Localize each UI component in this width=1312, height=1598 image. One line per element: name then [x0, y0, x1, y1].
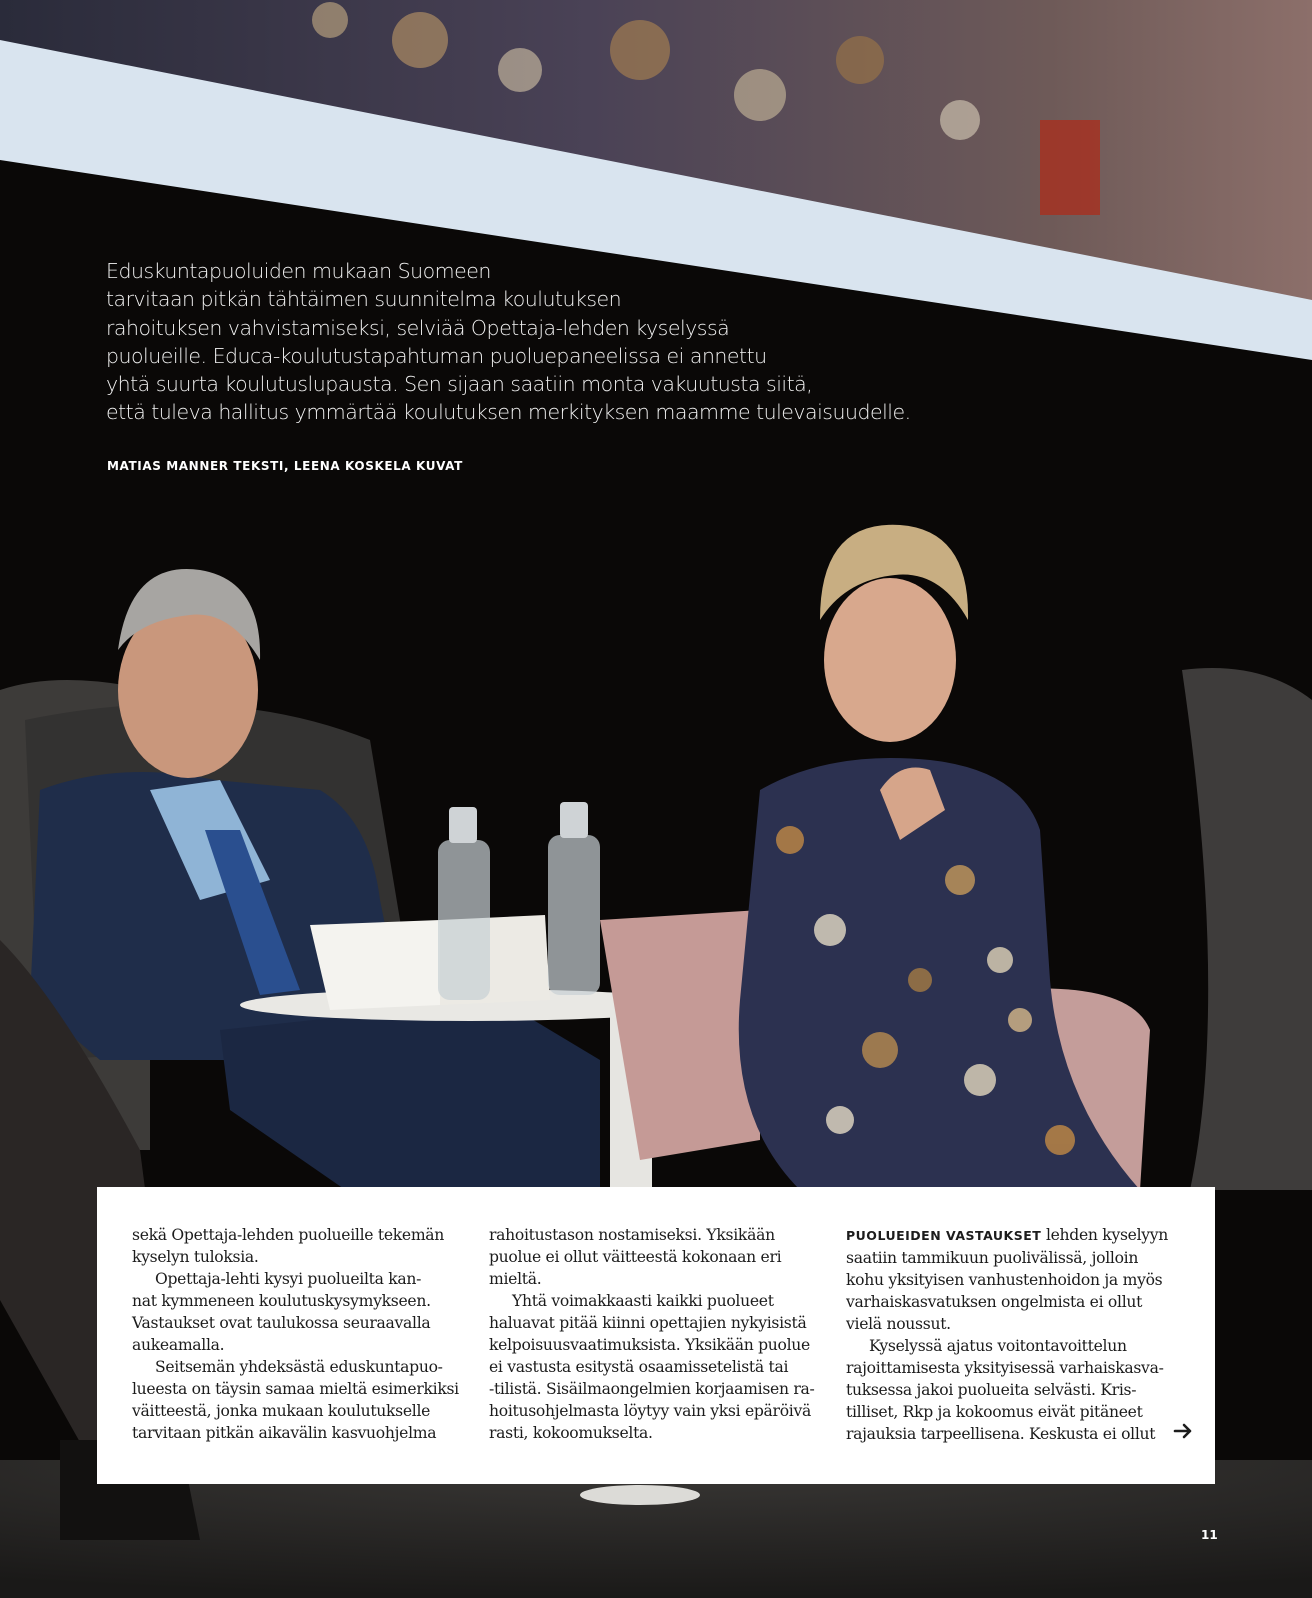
text-column-1 [132, 1224, 472, 1444]
text-line: Opettaja-lehti kysyi puolueilta kan- [155, 1270, 422, 1288]
text-line: Yhtä voimakkaasti kaikki puolueet [512, 1292, 774, 1310]
text-line: hoitusohjelmasta löytyy vain yksi epäröivä [489, 1402, 811, 1420]
lead-line: tarvitaan pitkän tähtäimen suunnitelma koulutuksen [106, 287, 622, 312]
woman-head [824, 578, 956, 742]
name-card [310, 920, 440, 1010]
body-text-box [97, 1187, 1215, 1484]
text-line [846, 1224, 1186, 1247]
text-line: kyselyn tuloksia. [132, 1248, 259, 1266]
text-line: haluavat pitää kiinni opettajien nykyisistä [489, 1314, 807, 1332]
text-line: nat kymmeneen koulutuskysymykseen. [132, 1292, 431, 1310]
text-line: lueesta on täysin samaa mieltä esimerkiksi [132, 1380, 459, 1398]
lead-line: puolueille. Educa-koulutustapahtuman puoluepaneelissa ei annettu [106, 343, 767, 368]
water-bottle [438, 840, 490, 1000]
lead-line: rahoituksen vahvistamiseksi, selviää Opettaja-lehden kyselyssä [106, 315, 730, 340]
text-column-3 [846, 1224, 1186, 1445]
section-kicker: PUOLUEIDEN VASTAUKSET [846, 1228, 1042, 1243]
text-line: rajoittamisesta yksityisessä varhaiskasva- [846, 1359, 1164, 1377]
text-line: varhaiskasvatuksen ongelmista ei ollut [846, 1293, 1143, 1311]
text-line: väitteestä, jonka mukaan koulutukselle [132, 1402, 431, 1420]
woman-dress [739, 758, 1140, 1190]
text-line: Kyselyssä ajatus voitontavoittelun [869, 1337, 1127, 1355]
text-line: rajauksia tarpeellisena. Keskusta ei ollut [846, 1425, 1156, 1443]
arrow-right-icon[interactable] [1172, 1420, 1194, 1442]
text-line: tuksessa jakoi puolueita selvästi. Kris- [846, 1381, 1137, 1399]
page-number: 11 [1201, 1528, 1218, 1542]
text-line: rasti, kokoomukselta. [489, 1424, 653, 1442]
text-line: aukeamalla. [132, 1336, 225, 1354]
text-line: kelpoisuusvaatimuksista. Yksikään puolue [489, 1336, 810, 1354]
lead-line: että tuleva hallitus ymmärtää koulutuksen merkityksen maamme tulevaisuudelle. [106, 400, 911, 425]
text-line: mieltä. [489, 1270, 542, 1288]
text-line: puolue ei ollut väitteestä kokonaan eri [489, 1248, 782, 1266]
text-line: -tilistä. Sisäilmaongelmien korjaamisen ra- [489, 1380, 815, 1398]
text-line: vielä noussut. [846, 1315, 951, 1333]
right-chair [1182, 668, 1312, 1190]
lead-line: Eduskuntapuoluiden mukaan Suomeen [106, 259, 491, 283]
text-line: kohu yksityisen vanhustenhoidon ja myös [846, 1271, 1163, 1289]
text-fragment: lehden kyselyyn [1041, 1226, 1169, 1244]
lead-paragraph [106, 257, 1006, 427]
text-line: tarvitaan pitkän aikavälin kasvuohjelma [132, 1424, 437, 1442]
text-line: Vastaukset ovat taulukossa seuraavalla [132, 1314, 431, 1332]
water-bottle [548, 835, 600, 995]
text-line: rahoitustason nostamiseksi. Yksikään [489, 1226, 775, 1244]
byline: MATIAS MANNER TEKSTI, LEENA KOSKELA KUVAT [107, 459, 463, 473]
text-line: ei vastusta esitystä osaamissetelistä tai [489, 1358, 789, 1376]
text-line: saatiin tammikuun puolivälissä, jolloin [846, 1249, 1139, 1267]
text-line: Seitsemän yhdeksästä eduskuntapuo- [155, 1358, 443, 1376]
lead-line: yhtä suurta koulutuslupausta. Sen sijaan saatiin monta vakuutusta siitä, [106, 372, 813, 397]
text-line: tilliset, Rkp ja kokoomus eivät pitäneet [846, 1403, 1143, 1421]
text-column-2 [489, 1224, 829, 1444]
text-line: sekä Opettaja-lehden puolueille tekemän [132, 1226, 445, 1244]
